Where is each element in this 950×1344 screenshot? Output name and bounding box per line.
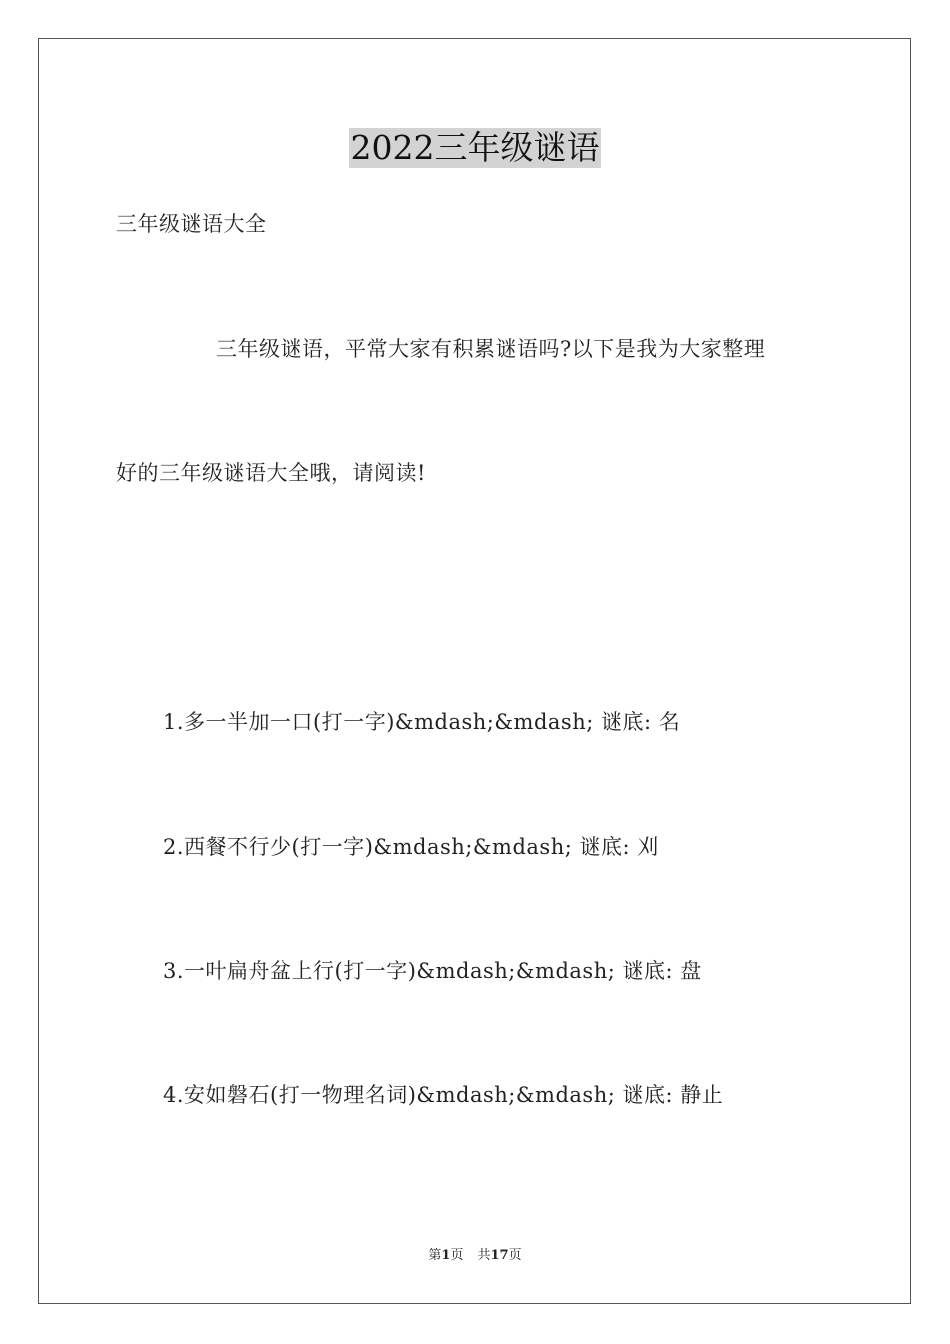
- footer-total-suffix: 页: [508, 1248, 522, 1263]
- document-subtitle: 三年级谜语大全: [116, 212, 267, 236]
- intro-paragraph-line-2: 好的三年级谜语大全哦，请阅读!: [116, 461, 426, 485]
- footer-page-number: 1: [441, 1248, 451, 1263]
- footer-total-pages: 17: [490, 1248, 509, 1263]
- riddle-item-4: 4.安如磐石(打一物理名词)&mdash;&mdash; 谜底: 静止: [163, 1083, 724, 1107]
- footer-total-prefix: 共: [477, 1248, 491, 1263]
- intro-paragraph-line-1: 三年级谜语，平常大家有积累谜语吗?以下是我为大家整理: [216, 337, 766, 361]
- document-title: 2022三年级谜语: [350, 128, 600, 167]
- riddle-item-3: 3.一叶扁舟盆上行(打一字)&mdash;&mdash; 谜底: 盘: [163, 959, 702, 983]
- title-container: [0, 128, 950, 168]
- riddle-item-1: 1.多一半加一口(打一字)&mdash;&mdash; 谜底: 名: [163, 710, 681, 734]
- riddle-item-2: 2.西餐不行少(打一字)&mdash;&mdash; 谜底: 刈: [163, 835, 659, 859]
- footer-page-prefix: 第: [428, 1248, 442, 1263]
- page-footer: [0, 1247, 950, 1265]
- footer-page-suffix: 页: [450, 1248, 464, 1263]
